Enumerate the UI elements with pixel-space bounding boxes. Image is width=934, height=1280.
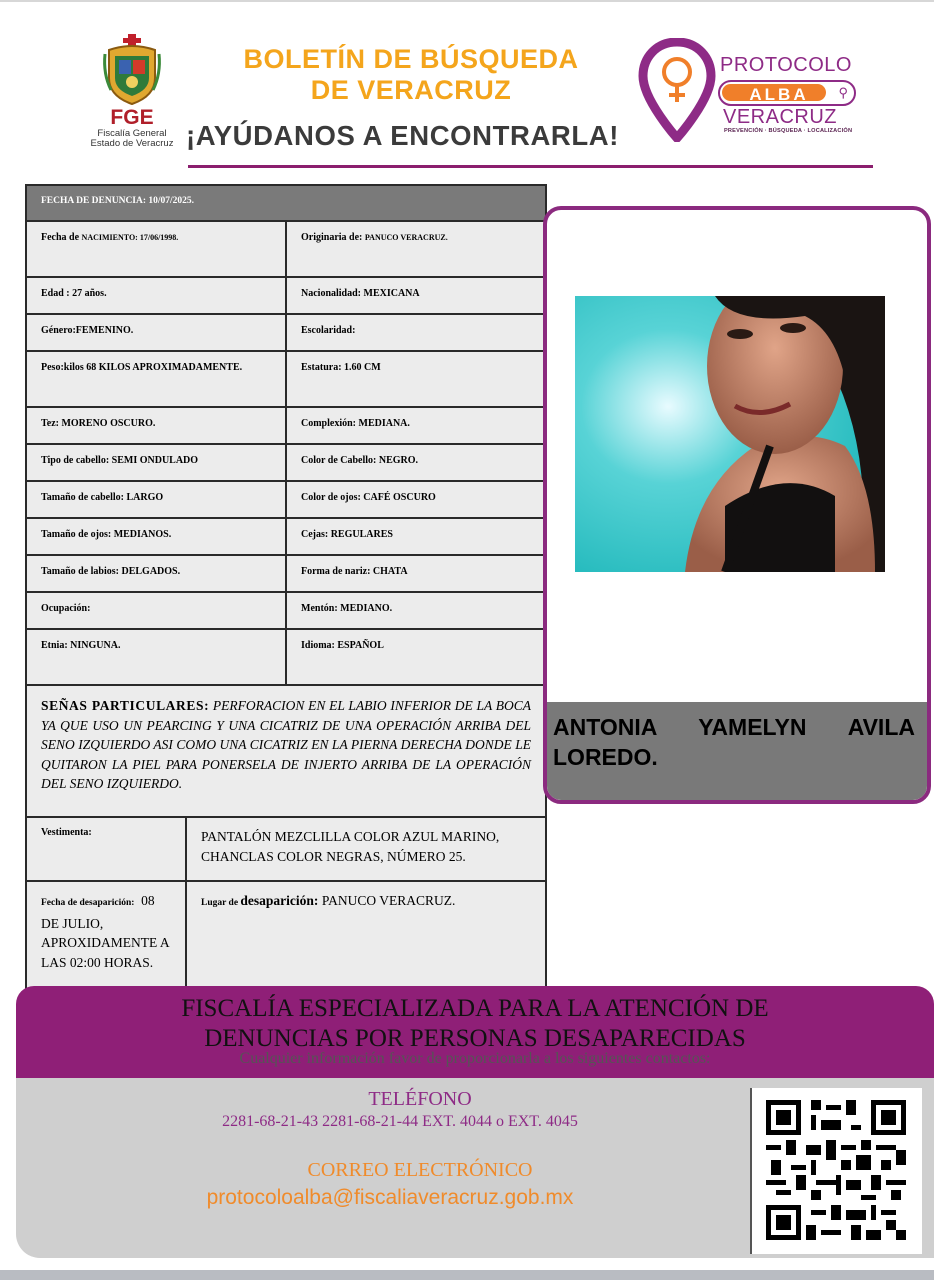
phone-numbers[interactable]: 2281-68-21-43 2281-68-21-44 EXT. 4044 o EXT. 4045: [222, 1113, 578, 1130]
nose-shape-cell: Forma de nariz: CHATA: [301, 566, 408, 577]
ethnicity-cell: Etnia: NINGUNA.: [27, 630, 287, 684]
bulletin-title: [186, 44, 636, 106]
disappearance-place-label-small: Lugar de: [201, 898, 241, 908]
table-row: [27, 222, 545, 278]
table-row: [27, 630, 545, 686]
table-row: [27, 278, 545, 315]
nationality-cell: Nacionalidad: MEXICANA: [301, 288, 420, 299]
distinguishing-marks-value: PERFORACION EN EL LABIO INFERIOR DE LA BOCA YA QUE USO UN PEARCING Y UNA CICATRIZ DE UNA OPERACIÓN ARRIBA DEL SENO IZQUIERDO ASI COMO UNA CICATRIZ EN LA PIERNA DERECHA DONDE LE QUITARON LA PIEL PARA PONERSELA DE INJERTO ARRIBA DE LA OPERACIÓN DEL SENO IZQUIERDO.: [41, 698, 531, 791]
person-photo: [575, 296, 885, 572]
alba-pill: [718, 80, 856, 106]
hair-length-cell: Tamaño de cabello: LARGO: [27, 482, 287, 517]
email-label: CORREO ELECTRÓNICO: [307, 1159, 533, 1181]
schooling-cell: Escolaridad:: [301, 325, 356, 336]
email-address[interactable]: protocoloalba@fiscaliaveracruz.gob.mx: [206, 1186, 574, 1209]
table-row: [27, 519, 545, 556]
alba-location-pin-icon: [638, 38, 716, 142]
phone-label: TELÉFONO: [368, 1088, 472, 1110]
table-row: [27, 445, 545, 482]
hair-type-cell: Tipo de cabello: SEMI ONDULADO: [27, 445, 287, 480]
alba-word-protocolo: PROTOCOLO: [720, 54, 852, 76]
fiscalia-title-line2: DENUNCIAS POR PERSONAS DESAPARECIDAS: [204, 1025, 746, 1052]
photo-card: [543, 206, 931, 804]
height-cell: Estatura: 1.60 CM: [301, 362, 381, 373]
clothing-row: [27, 818, 545, 882]
search-icon: ⚲: [838, 85, 848, 100]
hair-color-cell: Color de Cabello: NEGRO.: [301, 455, 419, 466]
clothing-value: PANTALÓN MEZCLILLA COLOR AZUL MARINO, CHANCLAS COLOR NEGRAS, NÚMERO 25.: [201, 829, 500, 864]
disappearance-row: [27, 882, 545, 990]
fiscalia-title: [140, 994, 810, 1054]
person-info-table: [25, 184, 547, 992]
origin-label: Originaria de:: [301, 232, 365, 243]
age-cell: Edad : 27 años.: [27, 278, 287, 313]
person-name: ANTONIA YAMELYN AVILA LOREDO.: [553, 714, 915, 770]
skin-tone-cell: Tez: MORENO OSCURO.: [27, 408, 287, 443]
contact-intro: Cualquier información favor de proporcionarla a los siguientes contactos:: [239, 1050, 711, 1067]
origin-value: PANUCO VERACRUZ.: [364, 233, 448, 242]
report-date-row: FECHA DE DENUNCIA: 10/07/2025.: [27, 186, 545, 222]
clothing-label: Vestimenta:: [27, 818, 187, 880]
table-row: [27, 315, 545, 352]
alba-word-alba: ALBA: [749, 85, 809, 104]
build-cell: Complexión: MEDIANA.: [301, 418, 410, 429]
bulletin-subtitle: ¡AYÚDANOS A ENCONTRARLA!: [186, 120, 620, 151]
occupation-cell: Ocupación:: [27, 593, 287, 628]
bulletin-title-line1: BOLETÍN DE BÚSQUEDA: [243, 44, 579, 74]
org-short: FGE: [110, 106, 154, 129]
distinguishing-marks-row: [27, 686, 545, 818]
birth-date-cell: [27, 222, 287, 276]
bulletin-title-line2: DE VERACRUZ: [310, 75, 512, 105]
birth-date-label: Fecha de: [41, 232, 82, 243]
org-line1: Fiscalía General: [97, 128, 167, 139]
disappearance-date-value: 08 DE JULIO, APROXIDAMENTE A LAS 02:00 HORAS.: [41, 893, 169, 970]
table-row: [27, 352, 545, 408]
distinguishing-marks-text: [41, 696, 531, 806]
eyebrows-cell: Cejas: REGULARES: [301, 529, 393, 540]
birth-date-value: NACIMIENTO: 17/06/1998.: [81, 233, 179, 242]
origin-cell: [287, 222, 545, 276]
table-row: [27, 408, 545, 445]
alba-tagline: PREVENCIÓN · BÚSQUEDA · LOCALIZACIÓN: [724, 128, 853, 134]
protocolo-alba-logo: [638, 38, 868, 148]
name-band: [547, 702, 927, 804]
distinguishing-marks-label: SEÑAS PARTICULARES:: [41, 698, 210, 713]
disappearance-place-label: desaparición:: [240, 893, 319, 908]
table-row: [27, 482, 545, 519]
qr-code[interactable]: [750, 1088, 922, 1254]
header-divider: [188, 165, 873, 168]
disappearance-date-label: Fecha de desaparición:: [41, 898, 135, 908]
fge-logo: [84, 34, 180, 154]
disappearance-date-cell: [27, 882, 187, 990]
veracruz-shield-icon: [101, 34, 163, 106]
disappearance-place-value: PANUCO VERACRUZ.: [321, 893, 456, 908]
table-row: [27, 556, 545, 593]
lip-size-cell: Tamaño de labios: DELGADOS.: [27, 556, 287, 591]
disappearance-place-cell: [187, 882, 545, 990]
eye-color-cell: Color de ojos: CAFÉ OSCURO: [301, 492, 436, 503]
alba-pill-fill: [722, 84, 826, 104]
language-cell: Idioma: ESPAÑOL: [301, 640, 384, 651]
fiscalia-title-line1: FISCALÍA ESPECIALIZADA PARA LA ATENCIÓN DE: [181, 995, 769, 1022]
org-line2: Estado de Veracruz: [90, 138, 174, 149]
bottom-strip: [0, 1270, 934, 1280]
qr-code-icon: [766, 1100, 906, 1240]
gender-cell: Género:FEMENINO.: [27, 315, 287, 350]
alba-word-veracruz: VERACRUZ: [723, 106, 838, 128]
weight-cell: Peso:kilos 68 KILOS APROXIMADAMENTE.: [27, 352, 287, 406]
eye-size-cell: Tamaño de ojos: MEDIANOS.: [27, 519, 287, 554]
table-row: [27, 593, 545, 630]
chin-cell: Mentón: MEDIANO.: [301, 603, 393, 614]
